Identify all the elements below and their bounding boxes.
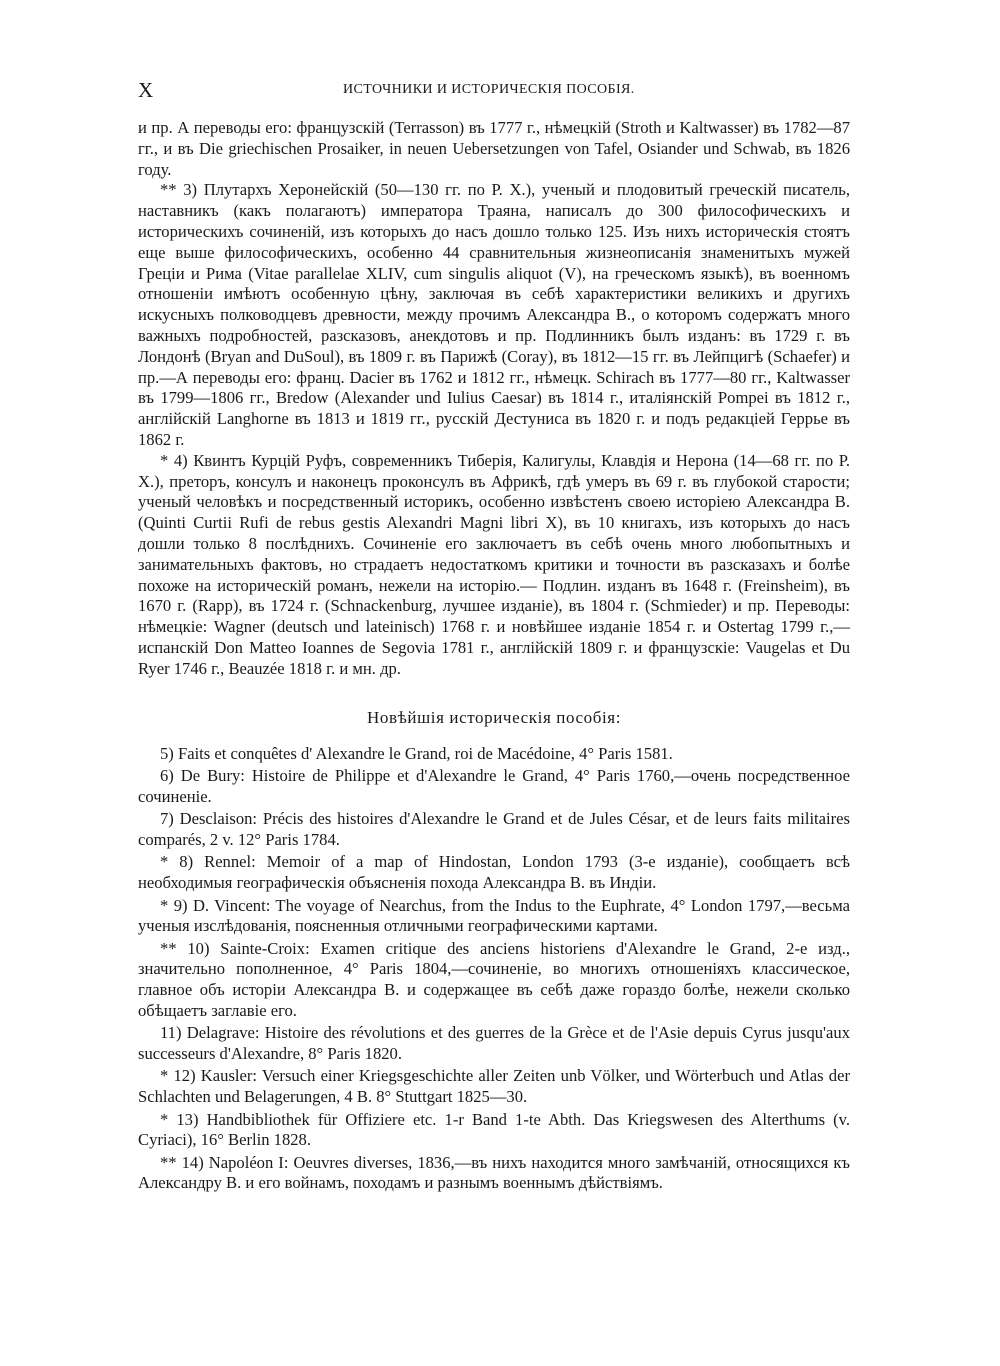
reference-item: 11) Delagrave: Histoire des révolutions et des guerres de la Grèce et de l'Asie depuis Cyrus jusqu'aux successeurs d'Alexandre, 8° Paris 1820.	[138, 1023, 850, 1063]
reference-item: * 8) Rennel: Memoir of a map of Hindostan, London 1793 (3-е изданіе), сообщаетъ всѣ необходимыя географическія объясненія похода Александра В. въ Индіи.	[138, 852, 850, 893]
reference-item: * 9) D. Vincent: The voyage of Nearchus, from the Indus to the Euphrate, 4° London 1797,—весьма ученыя изслѣдованія, поясненныя отличными географическими картами.	[138, 895, 850, 936]
reference-item: ** 14) Napoléon I: Oeuvres diverses, 1836,—въ нихъ находится много замѣчаній, относящихся къ Александру В. и его войнамъ, походамъ и разнымъ военнымъ дѣйствіямъ.	[138, 1152, 850, 1193]
reference-item: 7) Desclaison: Précis des histoires d'Alexandre le Grand et de Jules César, et de leurs faits militaires comparés, 2 v. 12° Paris 1784.	[138, 809, 850, 849]
paragraph-plutarch: ** 3) Плутархъ Херонейскій (50—130 гг. по Р. Х.), ученый и плодовитый греческій писатель, наставникъ (какъ полагаютъ) императора Траяна, написалъ до 300 философическихъ и историческихъ сочиненій, изъ которыхъ до насъ дошло только 125. Изъ нихъ историческія стоятъ еще выше философическихъ, особенно 44 сравнительныя жизнеописанія знаменитыхъ мужей Греціи и Рима (Vitae parallelae XLIV, cum singulis aliquot (V), на греческомъ языкѣ), въ военномъ отношеніи имѣютъ особенную цѣну, заключая въ себѣ характеристики великихъ и другихъ искусныхъ полководцевъ древности, между прочимъ Александра В., о которомъ содержатъ много важныхъ подробностей, разсказовъ, анекдотовъ и пр. Подлинникъ былъ изданъ: въ 1729 г. въ Лондонѣ (Bryan and DuSoul), въ 1809 г. въ Парижѣ (Coray), въ 1812—15 гг. въ Лейпцигѣ (Schaefer) и пр.—А переводы его: франц. Dacier въ 1762 и 1812 гг., нѣмецк. Schirach въ 1777—80 гг., Kaltwasser въ 1799—1806 гг., Bredow (Alexander und Iulius Caesar) въ 1814 г., италіянскій Pompei въ 1812 г., англійскій Langhorne въ 1813 и 1819 гг., русскій Дестуниса въ 1820 г. и подъ редакціей Геррье въ 1862 г.	[138, 180, 850, 449]
reference-item: * 12) Kausler: Versuch einer Kriegsgeschichte aller Zeiten unb Völker, und Wörterbuch und Atlas der Schlachten und Belagerungen, 4 B. 8° Stuttgart 1825—30.	[138, 1066, 850, 1107]
reference-item: * 13) Handbibliothek für Offiziere etc. 1-r Band 1-te Abth. Das Kriegswesen des Alterthums (v. Cyriaci), 16° Berlin 1828.	[138, 1109, 850, 1150]
reference-list	[138, 744, 850, 1194]
book-page	[138, 78, 850, 1196]
paragraph-curtius: * 4) Квинтъ Курцій Руфъ, современникъ Тиберія, Калигулы, Клавдія и Нерона (14—68 гг. по Р. Х.), преторъ, консулъ и наконецъ проконсулъ въ Африкѣ, гдѣ умеръ въ 69 г. въ глубокой старости; ученый человѣкъ и посредственный историкъ, особенно извѣстенъ своею исторіею Александра В. (Quinti Curtii Rufi de rebus gestis Alexandri Magni libri X), въ 10 книгахъ, изъ которыхъ до насъ дошли только 8 послѣднихъ. Сочиненіе его заключаетъ въ себѣ очень много любопытныхъ и занимательныхъ фактовъ, но страдаетъ недостаткомъ критики и точности въ разсказахъ и болѣе похоже на историческій романъ, нежели на исторію.— Подлин. изданъ въ 1648 г. (Freinsheim), въ 1670 г. (Rapp), въ 1724 г. (Schnackenburg, лучшее изданіе), въ 1804 г. (Schmieder) и пр. Переводы: нѣмецкіе: Wagner (deutsch und lateinisch) 1768 г. и новѣйшее изданіе 1854 г. и Ostertag 1799 г.,—испанскій Don Matteo Ioannes de Segovia 1781 г., англійскій 1809 г. и французскіе: Vaugelas et Du Ryer 1746 г., Beauzée 1818 г. и мн. др.	[138, 450, 850, 678]
main-text	[138, 118, 850, 680]
page-number: X	[138, 78, 154, 102]
reference-item: ** 10) Sainte-Croix: Examen critique des anciens historiens d'Alexandre le Grand, 2-е изд., значительно пополненное, 4° Paris 1804,—сочиненіе, во многихъ отношеніяхъ классическое, главное объ исторіи Александра В. и содержащее въ себѣ даже гораздо болѣе, нежели сколько обѣщаетъ заглавіе его.	[138, 938, 850, 1020]
running-title: ИСТОЧНИКИ И ИСТОРИЧЕСКІЯ ПОСОБІЯ.	[343, 82, 635, 97]
reference-item: 6) De Bury: Histoire de Philippe et d'Alexandre le Grand, 4° Paris 1760,—очень посредственное сочиненіе.	[138, 766, 850, 806]
reference-item: 5) Faits et conquêtes d' Alexandre le Grand, roi de Macédoine, 4° Paris 1581.	[160, 743, 673, 763]
paragraph-continuation: и пр. А переводы его: французскій (Terrasson) въ 1777 г., нѣмецкій (Stroth и Kaltwasser) въ 1782—87 гг., и въ Die griechischen Prosaiker, in neuen Uebersetzungen von Tafel, Osiander und Schwab, въ 1826 году.	[138, 118, 850, 179]
section-heading: Новѣйшія историческія пособія:	[366, 707, 622, 727]
page-header	[138, 78, 850, 104]
